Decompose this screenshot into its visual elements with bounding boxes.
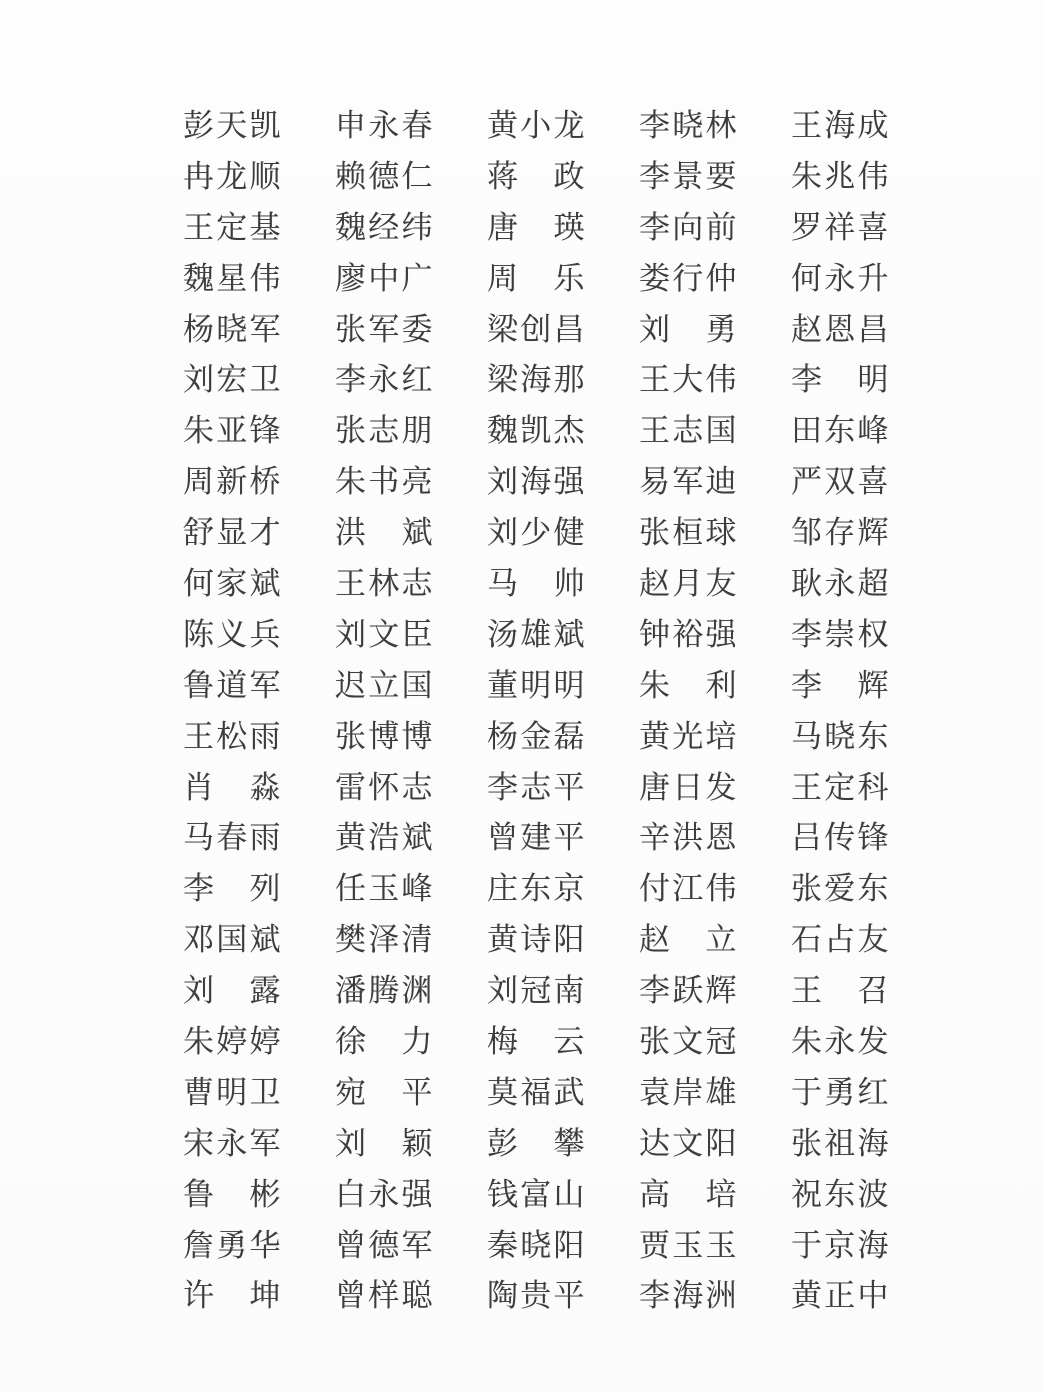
person-name: 邓国斌: [183, 922, 281, 958]
person-name: 高培: [639, 1176, 737, 1212]
person-name: 石占友: [791, 922, 889, 958]
person-name: 朱兆伟: [791, 158, 889, 194]
person-name: 马晓东: [791, 718, 889, 754]
person-name: 付江伟: [639, 871, 737, 907]
person-name: 何永升: [791, 260, 889, 296]
person-name: 鲁道军: [183, 667, 281, 703]
person-name: 袁岸雄: [639, 1074, 737, 1110]
person-name: 刘勇: [639, 311, 737, 347]
person-name: 詹勇华: [183, 1227, 281, 1263]
person-name: 李景要: [639, 158, 737, 194]
person-name: 王大伟: [639, 362, 737, 398]
person-name: 梁创昌: [487, 311, 585, 347]
person-name: 周新桥: [183, 464, 281, 500]
person-name: 徐力: [335, 1023, 433, 1059]
person-name: 王海成: [791, 107, 889, 143]
person-name: 彭攀: [487, 1125, 585, 1161]
person-name: 舒显才: [183, 515, 281, 551]
person-name: 朱永发: [791, 1023, 889, 1059]
person-name: 魏经纬: [335, 209, 433, 245]
person-name: 易军迪: [639, 464, 737, 500]
person-name: 庄东京: [487, 871, 585, 907]
person-name: 黄小龙: [487, 107, 585, 143]
person-name: 杨金磊: [487, 718, 585, 754]
person-name: 王志国: [639, 413, 737, 449]
person-name: 黄光培: [639, 718, 737, 754]
person-name: 曾样聪: [335, 1278, 433, 1314]
person-name: 王松雨: [183, 718, 281, 754]
person-name: 黄诗阳: [487, 922, 585, 958]
person-name: 肖淼: [183, 769, 281, 805]
person-name: 刘冠南: [487, 973, 585, 1009]
person-name: 任玉峰: [335, 871, 433, 907]
person-name: 达文阳: [639, 1125, 737, 1161]
person-name: 李崇权: [791, 616, 889, 652]
person-name: 李明: [791, 362, 889, 398]
person-name: 周乐: [487, 260, 585, 296]
person-name: 莫福武: [487, 1074, 585, 1110]
person-name: 马春雨: [183, 820, 281, 856]
person-name: 朱婷婷: [183, 1023, 281, 1059]
person-name: 魏星伟: [183, 260, 281, 296]
person-name: 钱富山: [487, 1176, 585, 1212]
person-name: 赵恩昌: [791, 311, 889, 347]
person-name: 张志朋: [335, 413, 433, 449]
person-name: 樊泽清: [335, 922, 433, 958]
person-name: 鲁彬: [183, 1176, 281, 1212]
person-name: 迟立国: [335, 667, 433, 703]
person-name: 朱书亮: [335, 464, 433, 500]
person-name: 秦晓阳: [487, 1227, 585, 1263]
person-name: 白永强: [335, 1176, 433, 1212]
person-name: 张博博: [335, 718, 433, 754]
person-name: 李志平: [487, 769, 585, 805]
person-name: 钟裕强: [639, 616, 737, 652]
person-name: 刘海强: [487, 464, 585, 500]
person-name: 刘少健: [487, 515, 585, 551]
person-name: 祝东波: [791, 1176, 889, 1212]
person-name: 许坤: [183, 1278, 281, 1314]
person-name: 冉龙顺: [183, 158, 281, 194]
person-name: 李晓林: [639, 107, 737, 143]
person-name: 邹存辉: [791, 515, 889, 551]
person-name: 申永春: [335, 107, 433, 143]
person-name: 王林志: [335, 565, 433, 601]
person-name: 王定科: [791, 769, 889, 805]
person-name: 彭天凯: [183, 107, 281, 143]
person-name: 潘腾渊: [335, 973, 433, 1009]
person-name: 张军委: [335, 311, 433, 347]
person-name: 陶贵平: [487, 1278, 585, 1314]
person-name: 李向前: [639, 209, 737, 245]
person-name: 杨晓军: [183, 311, 281, 347]
person-name: 李列: [183, 871, 281, 907]
person-name: 洪斌: [335, 515, 433, 551]
person-name: 刘宏卫: [183, 362, 281, 398]
person-name: 唐瑛: [487, 209, 585, 245]
person-name: 李永红: [335, 362, 433, 398]
person-name: 朱利: [639, 667, 737, 703]
person-name: 赵立: [639, 922, 737, 958]
person-name: 张祖海: [791, 1125, 889, 1161]
person-name: 严双喜: [791, 464, 889, 500]
person-name: 蒋政: [487, 158, 585, 194]
person-name: 朱亚锋: [183, 413, 281, 449]
person-name: 魏凯杰: [487, 413, 585, 449]
person-name: 何家斌: [183, 565, 281, 601]
person-name: 曾德军: [335, 1227, 433, 1263]
person-name: 辛洪恩: [639, 820, 737, 856]
person-name: 宋永军: [183, 1125, 281, 1161]
person-name: 吕传锋: [791, 820, 889, 856]
person-name: 刘露: [183, 973, 281, 1009]
person-name: 罗祥喜: [791, 209, 889, 245]
person-name: 董明明: [487, 667, 585, 703]
person-name: 宛平: [335, 1074, 433, 1110]
person-name: 张爱东: [791, 871, 889, 907]
person-name: 黄浩斌: [335, 820, 433, 856]
person-name: 张桓球: [639, 515, 737, 551]
person-name: 耿永超: [791, 565, 889, 601]
person-name: 马帅: [487, 565, 585, 601]
person-name: 黄正中: [791, 1278, 889, 1314]
person-name: 雷怀志: [335, 769, 433, 805]
name-grid: [183, 100, 889, 1321]
person-name: 陈义兵: [183, 616, 281, 652]
person-name: 李跃辉: [639, 973, 737, 1009]
person-name: 王召: [791, 973, 889, 1009]
person-name: 李海洲: [639, 1278, 737, 1314]
person-name: 刘颖: [335, 1125, 433, 1161]
person-name: 梅云: [487, 1023, 585, 1059]
person-name: 于勇红: [791, 1074, 889, 1110]
person-name: 曾建平: [487, 820, 585, 856]
person-name: 汤雄斌: [487, 616, 585, 652]
person-name: 赖德仁: [335, 158, 433, 194]
person-name: 王定基: [183, 209, 281, 245]
person-name: 梁海那: [487, 362, 585, 398]
person-name: 贾玉玉: [639, 1227, 737, 1263]
person-name: 田东峰: [791, 413, 889, 449]
person-name: 廖中广: [335, 260, 433, 296]
person-name: 于京海: [791, 1227, 889, 1263]
person-name: 张文冠: [639, 1023, 737, 1059]
person-name: 曹明卫: [183, 1074, 281, 1110]
person-name: 李辉: [791, 667, 889, 703]
person-name: 赵月友: [639, 565, 737, 601]
person-name: 刘文臣: [335, 616, 433, 652]
person-name: 娄行仲: [639, 260, 737, 296]
person-name: 唐日发: [639, 769, 737, 805]
